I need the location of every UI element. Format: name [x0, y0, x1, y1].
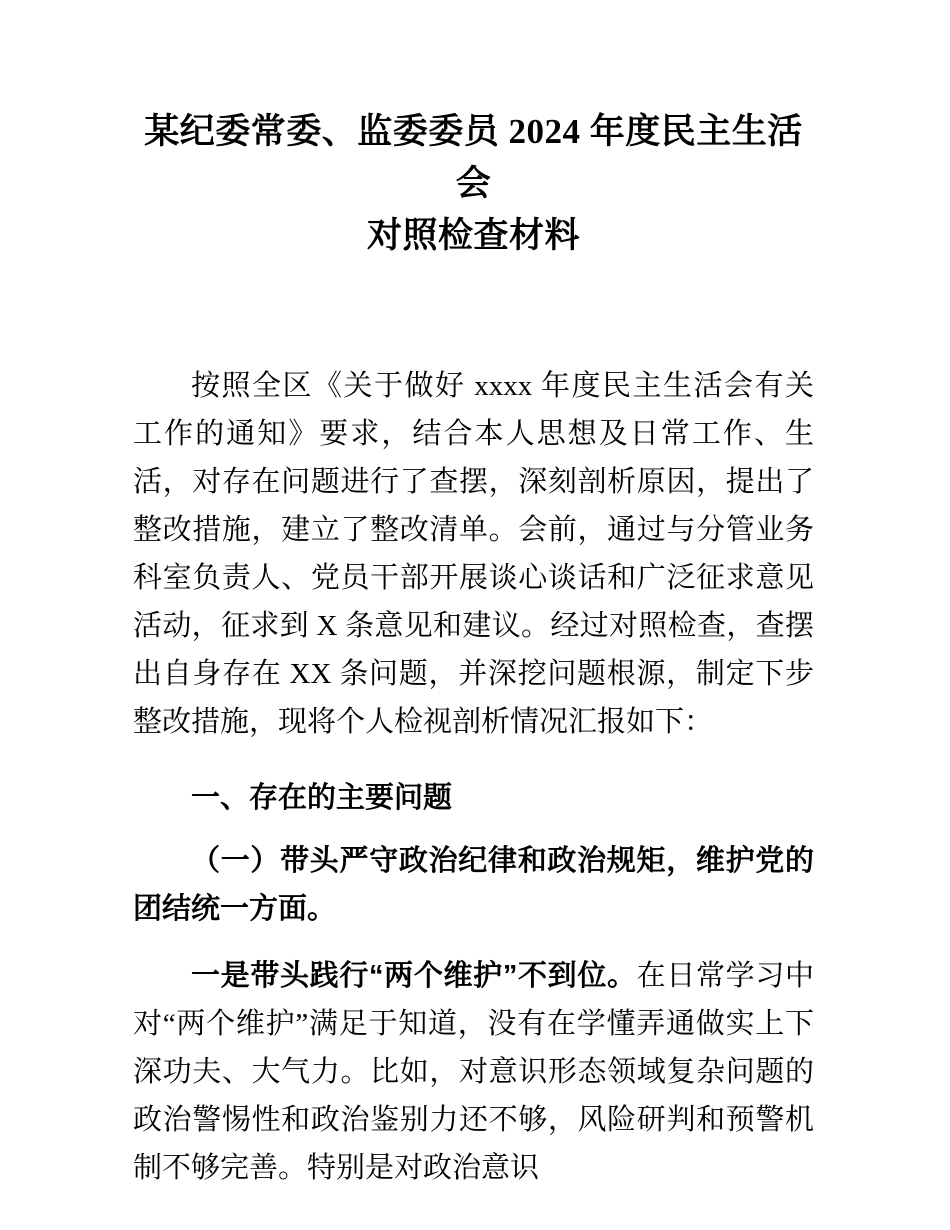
document-title-line-2: 对照检查材料	[366, 216, 580, 255]
document-title-line-1: 某纪委常委、监委委员 2024 年度民主生活会	[144, 112, 803, 203]
point-1-paragraph	[133, 952, 814, 1192]
document-title	[133, 106, 814, 262]
subsection-1-1-heading: （一）带头严守政治纪律和政治规矩，维护党的团结统一方面。	[133, 845, 814, 925]
intro-paragraph: 按照全区《关于做好 xxxx 年度民主生活会有关工作的通知》要求，结合本人思想及日常工作、生活，对存在问题进行了查摆，深刻剖析原因，提出了整改措施，建立了整改清单。会前，通过与分管业务科室负责人、党员干部开展谈心谈话和广泛征求意见活动，征求到 X 条意见和建议。经过对照检查，查摆出自身存在 XX 条问题，并深挖问题根源，制定下步整改措施，现将个人检视剖析情况汇报如下：	[133, 370, 814, 738]
section-1-heading: 一、存在的主要问题	[191, 782, 453, 814]
point-1-lead-sentence: 一是带头践行“两个维护”不到位。	[191, 960, 637, 992]
point-1-body-text: 在日常学习中对“两个维护”满足于知道，没有在学懂弄通做实上下深功夫、大气力。比如，对意识形态领域复杂问题的政治警惕性和政治鉴别力还不够，风险研判和预警机制不够完善。特别是对政治意识	[133, 960, 814, 1184]
